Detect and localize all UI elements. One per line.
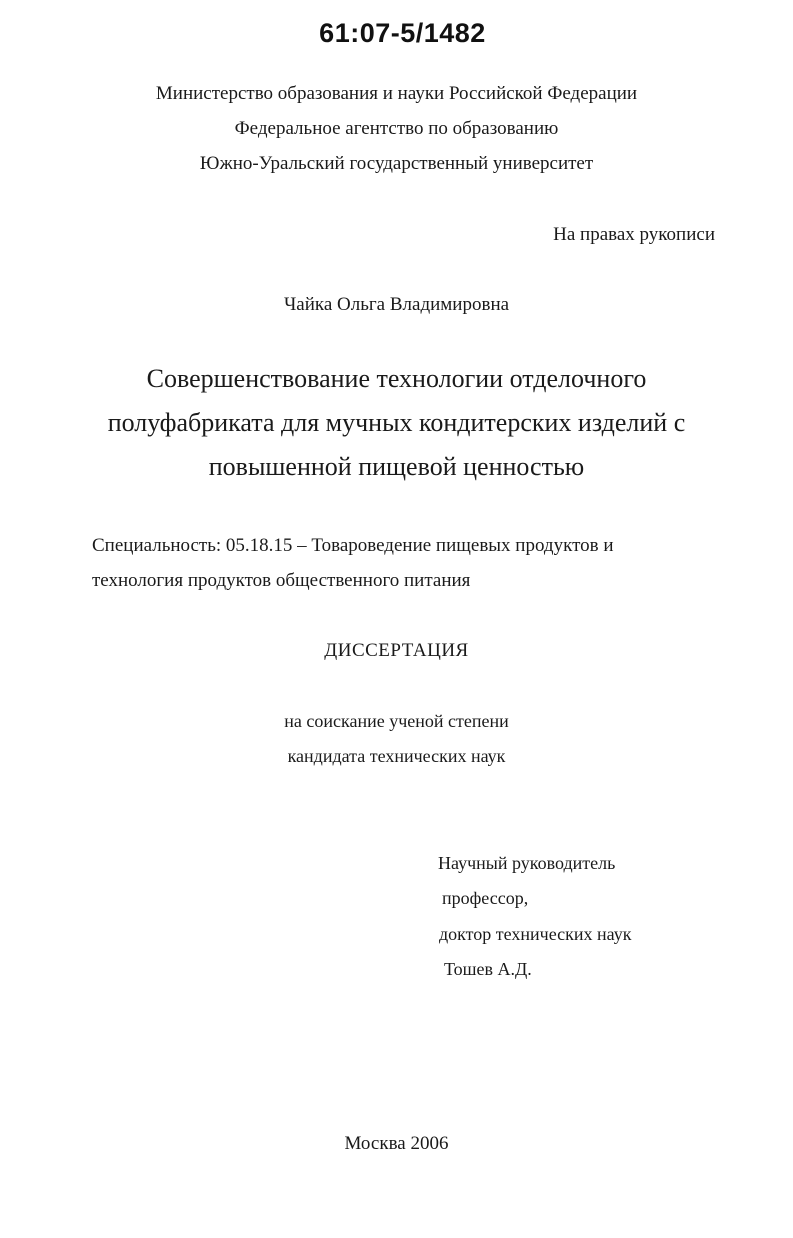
city-and-year: Москва 2006: [344, 1133, 449, 1154]
title-line-1: Совершенствование технологии отделочного: [146, 364, 647, 393]
university-name: Южно-Уральский государственный университет: [199, 153, 594, 174]
advisor-title: доктор технических наук: [439, 924, 632, 944]
title-line-2: полуфабриката для мучных кондитерских изделий с: [107, 408, 686, 437]
document-type: ДИССЕРТАЦИЯ: [324, 640, 469, 661]
manuscript-rights-note: На правах рукописи: [553, 224, 715, 245]
ministry-name: Министерство образования и науки Российской Федерации: [155, 83, 638, 104]
library-stamp-number: 61:07-5/1482: [319, 18, 486, 48]
author-name: Чайка Ольга Владимировна: [283, 294, 510, 315]
specialty-line-1: Специальность: 05.18.15 – Товароведение пищевых продуктов и: [92, 535, 614, 556]
advisor-name: Тошев А.Д.: [444, 959, 532, 979]
title-line-3: повышенной пищевой ценностью: [208, 452, 585, 481]
advisor-role: Научный руководитель: [438, 853, 616, 873]
degree-line-1: на соискание ученой степени: [284, 711, 509, 731]
advisor-rank: профессор,: [442, 888, 529, 908]
specialty-line-2: технология продуктов общественного питания: [92, 570, 471, 591]
degree-line-2: кандидата технических наук: [287, 746, 506, 766]
agency-name: Федеральное агентство по образованию: [234, 118, 559, 139]
